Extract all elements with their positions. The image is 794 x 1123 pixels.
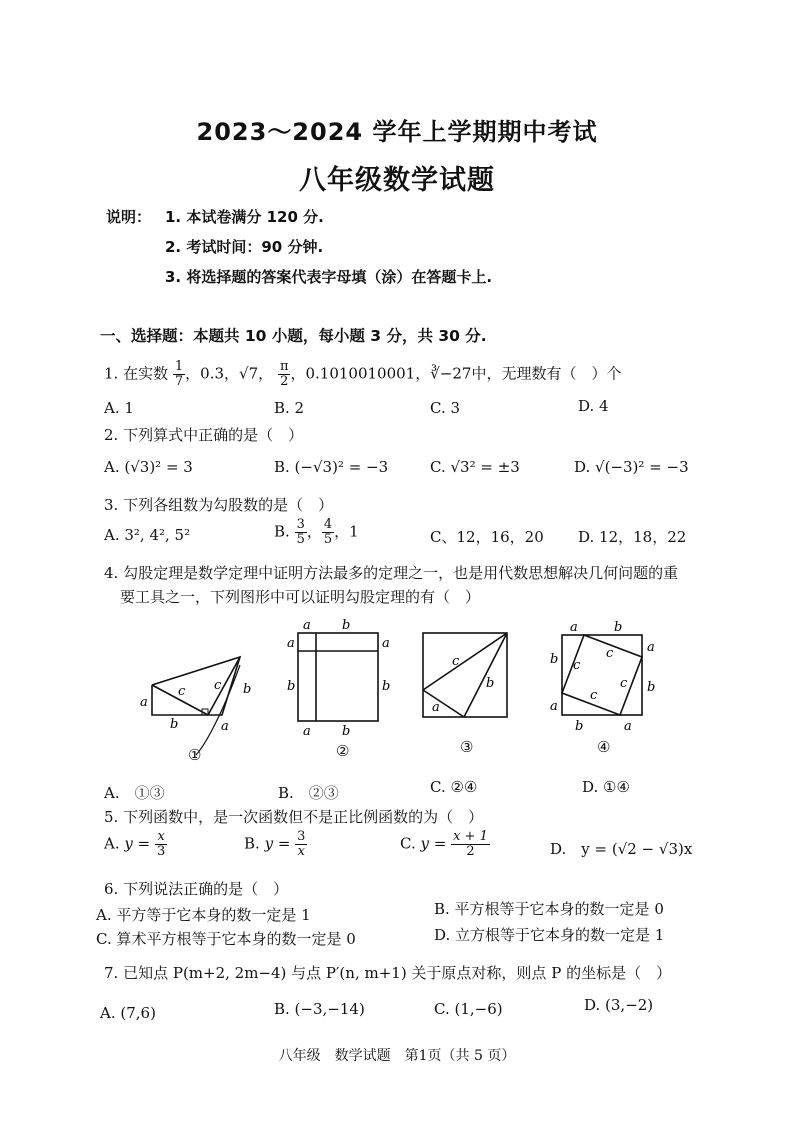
q5-b-den: x [297,844,305,859]
q1-f1-num: 1 [174,359,184,374]
q5-a-num: x [155,830,167,845]
figure-2 [298,633,378,721]
figure-4-label: ④ [597,738,611,756]
q5-b-lhs: y = [264,834,291,853]
svg-text:b: b [382,679,391,694]
figure-1-label: ① [188,746,202,764]
q4-option-a[interactable]: A. ①③ [104,784,165,802]
q3-option-b[interactable]: B. $\frac{3}{5}$ ， $\frac{4}{5}$ ，1 [274,517,359,547]
q1-option-b[interactable]: B. 2 [274,399,305,417]
q2-option-b[interactable]: B. (−√3)² = −3 [274,458,389,476]
svg-text:c: c [590,688,598,703]
question-2: 2. 下列算式中正确的是（ ） [104,426,304,444]
svg-text:b: b [550,652,559,667]
svg-text:c: c [606,646,614,661]
svg-text:a: a [140,695,148,710]
q2-option-a[interactable]: A. (√3)² = 3 [104,458,193,476]
note-3: 3. 将选择题的答案代表字母填（涂）在答题卡上. [165,268,493,286]
figure-3-label: ③ [460,738,474,756]
q2-option-c[interactable]: C. √3² = ±3 [430,458,520,476]
question-4-line-2: 要工具之一，下列图形中可以证明勾股定理的有（ ） [120,588,481,606]
q1-sqrt7: √7 [239,364,259,383]
q5-option-c[interactable] [400,830,490,859]
q5-option-a[interactable] [104,830,167,859]
pythagoras-figures [0,615,794,775]
q1-fraction-1 [173,360,185,389]
q5-a-lhs: y = [124,834,151,853]
q1-mid3: ，0.1010010001， [290,364,431,383]
q3-option-a[interactable]: A. 3², 4², 5² [104,526,191,544]
svg-text:b: b [170,717,179,732]
q1-mid1: ，0.3， [185,364,240,383]
svg-text:a: a [382,636,390,651]
section-heading: 一、选择题：本题共 10 小题，每小题 3 分，共 30 分. [100,327,487,345]
q3-b-f1-num: 3 [296,517,305,532]
q1-prefix: 在实数 [123,364,169,383]
q3-b-fraction-2 [322,518,334,547]
svg-text:b: b [287,679,296,694]
q6-option-d[interactable]: D. 立方根等于它本身的数一定是 1 [434,926,665,944]
svg-text:a: a [303,618,311,633]
q7-option-a[interactable]: A. (7,6) [100,1004,156,1022]
q5-b-num: 3 [297,829,306,844]
figure-2-label: ② [336,742,350,760]
svg-text:a: a [221,719,229,734]
question-1 [104,360,621,389]
q1-fraction-2 [278,360,291,389]
q1-f2-den: 2 [280,374,289,389]
svg-text:a: a [550,699,558,714]
q4-option-c[interactable]: C. ②④ [430,778,478,796]
q3-b-f2-num: 4 [323,517,333,532]
svg-text:a: a [287,636,295,651]
q6-option-b[interactable]: B. 平方根等于它本身的数一定是 0 [434,900,664,918]
figure-1 [152,657,240,755]
svg-text:a: a [647,640,655,655]
q1-mid2: ， [258,364,274,383]
svg-text:a: a [432,700,440,715]
q1-cuberoot: ∛−27 [430,364,472,383]
q6-option-c[interactable]: C. 算术平方根等于它本身的数一定是 0 [96,930,356,948]
svg-text:b: b [342,618,351,633]
q7-option-b[interactable]: B. (−3,−14) [274,1000,365,1018]
exam-subtitle: 八年级数学试题 [299,165,495,196]
exam-title: 2023～2024 学年上学期期中考试 [196,118,598,146]
svg-text:a: a [624,719,632,734]
q1-option-c[interactable]: C. 3 [430,399,461,417]
svg-text:b: b [243,682,252,697]
q5-a-den: 3 [156,844,166,859]
question-7: 7. 已知点 P(m+2, 2m−4) 与点 P′(n, m+1) 关于原点对称，则点 P 的坐标是（ ） [104,964,672,982]
q4-option-b[interactable]: B. ②③ [278,784,339,802]
question-5: 5. 下列函数中，是一次函数但不是正比例函数的为（ ） [104,808,484,826]
svg-text:c: c [178,684,186,699]
q5-c-label: C. [400,834,416,853]
q5-a-fraction [155,830,167,859]
q2-option-d[interactable]: D. √(−3)² = −3 [574,458,689,476]
q5-b-label: B. [244,834,260,853]
q5-c-fraction [451,830,490,859]
svg-text:b: b [614,620,623,635]
q1-number: 1. [104,364,119,383]
svg-text:a: a [303,724,311,739]
page-footer: 八年级 数学试题 第1页（共 5 页） [278,1048,516,1064]
q1-option-d[interactable]: D. 4 [578,397,609,415]
note-1: 1. 本试卷满分 120 分. [165,208,324,226]
q6-option-a[interactable]: A. 平方等于它本身的数一定是 1 [96,906,311,924]
figure-4 [562,635,642,715]
q3-b-fraction-1 [295,518,307,547]
svg-text:a: a [570,620,578,635]
q1-suffix: 中，无理数有（ ）个 [471,364,622,383]
q7-option-c[interactable]: C. (1,−6) [434,1000,503,1018]
q4-option-d[interactable]: D. ①④ [582,778,630,796]
q1-f1-den: 7 [174,374,184,389]
q7-option-d[interactable]: D. (3,−2) [584,996,654,1014]
q5-a-label: A. [104,834,120,853]
q3-option-d[interactable]: D. 12，18，22 [578,528,687,546]
svg-text:c: c [214,678,222,693]
q3-b-rest: ，1 [334,522,359,541]
svg-text:b: b [647,680,656,695]
question-3: 3. 下列各组数为勾股数的是（ ） [104,496,334,514]
svg-text:c: c [620,676,628,691]
q3-option-c[interactable]: C、12，16，20 [430,528,544,546]
q1-option-a[interactable]: A. 1 [104,399,134,417]
q5-c-num: x + 1 [453,829,488,844]
q3-b-f1-den: 5 [296,532,305,547]
q3-b-label: B. [274,522,290,541]
notes-label: 说明： [106,208,152,226]
q5-c-den: 2 [466,844,475,859]
q5-option-d[interactable]: D. y = (√2 − √3)x [550,840,693,858]
svg-text:c: c [452,654,460,669]
question-6: 6. 下列说法正确的是（ ） [104,880,289,898]
q5-b-fraction [295,830,307,859]
q1-f2-num: π [279,359,289,374]
svg-text:c: c [573,658,581,673]
q5-option-b[interactable] [244,830,307,859]
svg-text:b: b [486,676,495,691]
note-2: 2. 考试时间：90 分钟. [165,238,324,256]
q3-b-f2-den: 5 [323,532,333,547]
svg-text:b: b [575,719,584,734]
question-4-line-1: 4. 勾股定理是数学定理中证明方法最多的定理之一，也是用代数思想解决几何问题的重 [104,564,679,582]
svg-text:b: b [342,724,351,739]
q5-c-lhs: y = [420,834,447,853]
